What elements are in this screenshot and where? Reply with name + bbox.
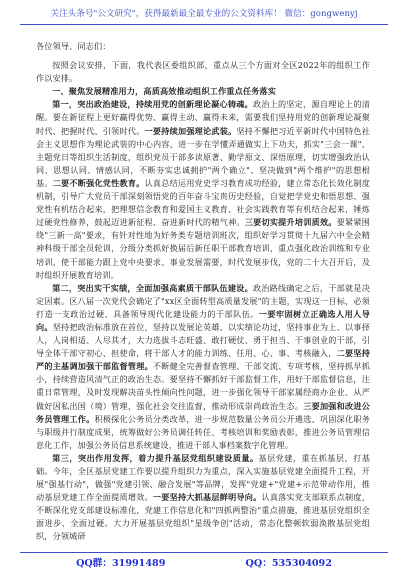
- paragraph-1: [36, 98, 370, 281]
- greeting: 各位领导、同志们：: [36, 41, 111, 51]
- paragraph-2: [36, 282, 370, 452]
- paragraph-1-text-3: 认真总结运用党史学习教育成功经验，建立常态化长效化制度机制，引导广大党员干部深刻领悟党的百年奋斗宝贵历史经验，自觉把学党史和悟思想、强党性有机结合起来，把理想信念教育和爱国主义教育、社会实践教育等有机结合起来，锤炼过硬党性修养，鼓起迈进新征程、奋进新时代的精气神。: [36, 177, 371, 228]
- paragraph-1-text-4: 要紧紧围绕"三新一高"要求，有针对性地为好务类专题培训班次，组织好学习贯彻十九届六中全会精神科级干部全员轮训，分级分类抓好换届后新任职干部教育培训，重点强化政治训练和专业培训，使干部能力跟上党中央要求、事业发展需要，时代发展步伐，党的二十大召开后，及时组织开展教育培训。: [36, 217, 370, 280]
- paragraph-2-text-2: 坚持把政治标准放在首位，坚持以发展论英雄、以实绩论功过，坚持事业为上、以事择人，人岗相适、人尽其才，大力选拔斗志旺盛、敢打硬仗、勇于担当、干事创业的干部，引导全体干部守初心、担使命，将干部人才的能力训练、任用、心、事、考核融入，: [36, 321, 370, 359]
- intro-paragraph: 按照会议安排，下面，我代表区委组织部，重点从三个方面对全区2022年的组织工作作以安排。: [36, 60, 370, 84]
- paragraph-1-point-2: 二要不断强化党性教育。: [52, 177, 145, 188]
- paragraph-2-point-3: 三要加强和改进公务员管理工作。: [36, 400, 371, 424]
- paragraph-1-point-1: 一要持续加强理论武装。: [144, 125, 237, 136]
- paragraph-2-lead: 第二，突出实干实绩，全面加强高素质干部队伍建设。: [52, 282, 253, 293]
- paragraph-1-text: 政治上的坚定，源自理论上的清醒。要在新征程上更好赢得优势、赢得主动、赢得未来，需要我们坚持用党的创新理论凝聚时代、把握时代、引领时代。: [36, 99, 370, 136]
- promo-header: 关注头条号"公文研究"，获得最新最全最专业的公文资料库！ 微信：gongwenyj: [50, 9, 358, 19]
- header-divider: [20, 24, 388, 25]
- paragraph-1-point-3: 三要切实提升培训质效。: [244, 217, 337, 228]
- qq-number: QQ：535304092: [245, 558, 332, 569]
- footer-divider: [20, 552, 388, 553]
- paragraph-3-point-1: 一要坚持大抓基层鲜明导向。: [152, 492, 262, 503]
- paragraph-3-text: 基层党建，重在抓基层，打基础。今年，全区基层党建工作要以提升组织力为重点，深入实施基层党建全面提升工程，开展"强基行动"，做强"党建引领、融合发展"等品牌，发挥"党建+"党建+示范带动作用，推动基层党建工作全面提质增效。: [36, 452, 370, 503]
- qq-group-number: QQ群：31991489: [76, 558, 166, 569]
- paragraph-2-text-4: 积极探化公务员分类改革，进一步规范数量公务员公开遴选、巩固深化职务与职级并行制度成果，统筹做好公务员调任转任、考核培训和奖励表彰，推进公务员管理信息化工作，加强公务员信息系统建设，推进干部人事档案数字化管理。: [36, 413, 370, 450]
- paragraph-3-lead: 第三，突出作用发挥，着力提升基层党组织建设质量。: [52, 452, 259, 463]
- paragraph-2-text-3: 不断健全完善督查管理、干部交流、专项考核，坚持抓早抓小，持续营造风清气正的政治生态。要坚持不懈抓好干部监督工作，用好干部监督信息，注重日常管理，及时发现解决苗头性倾向性问题，进一步强化领导干部家属经商办企业、从严做好因私出国（境）管理，强化社会交往监督，推动形成崇尚政治生态。: [36, 361, 370, 411]
- paragraph-2-point-2: 二要坚持严的主基调加强干部监督管理。: [36, 348, 370, 372]
- promo-footer: [36, 556, 372, 572]
- paragraph-2-point-1: 一要牢固树立正确选人用人导向。: [36, 308, 371, 332]
- paragraph-3-text-2: 认真落实党支部联系点制度，不断深化党支部建设标准化，党建工作信息化和"四抓两整治"重点措施，推进基层党组织全面进步、全面过硬。大力开展基层党组织"星级争创"活动，常态化整顿软弱涣散基层党组织，分领城研: [36, 492, 370, 542]
- section-heading-1: 一、聚焦发展精准用力，高质高效推动组织工作重点任务落实: [52, 86, 277, 97]
- paragraph-3: [36, 452, 370, 544]
- paragraph-1-lead: 第一，突出政治建设，持续用党的创新理论凝心铸魂。: [52, 99, 253, 110]
- paragraph-2-text: 政治路线确定之后，干部就是决定因素。区八届一次党代会确定了"xx区全面转型高质量发展"的主题，实现这一目标，必须打造一支政治过硬、具备领导现代化建设能力的干部队伍。: [36, 282, 370, 319]
- document-body: [36, 40, 370, 544]
- paragraph-1-text-2: 坚持不懈把习近平新时代中国特色社会主义思想作为理论武装的中心内容，进一步在学懂弄通做实上下功夫，抓实"三会一课"、主题党日等组织生活制度，组织党员干部多读原著、勤学原文、深悟原理，切实增强政治认同、思想认同、情感认同，不断夯实忠诚拥护"两个确立"、坚决做到"两个维护"的思想根基。: [36, 125, 371, 188]
